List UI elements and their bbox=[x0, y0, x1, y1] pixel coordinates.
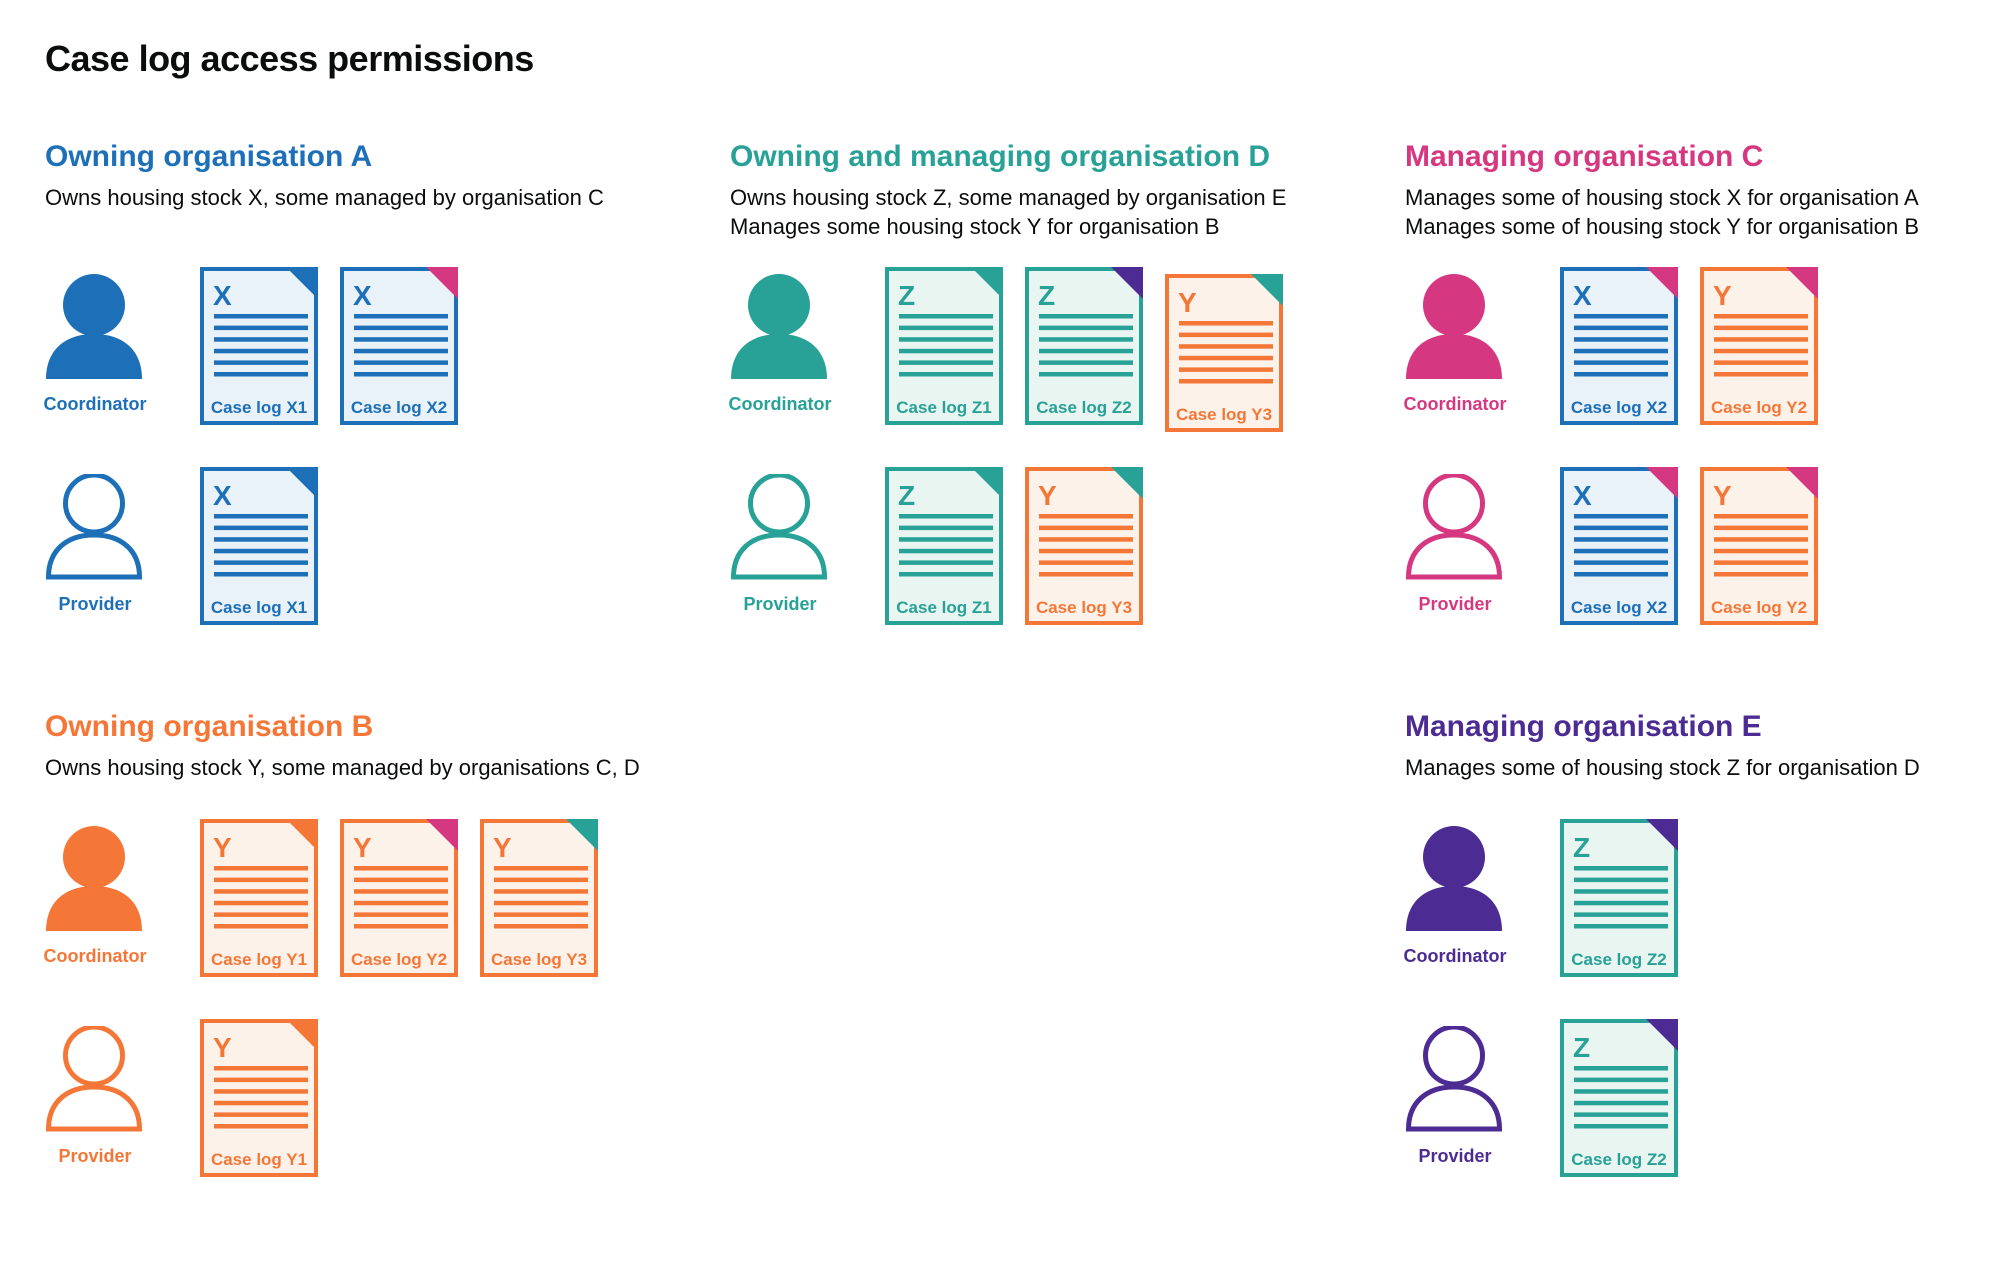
provider-label: Provider bbox=[1418, 594, 1492, 614]
coordinator-row bbox=[45, 819, 720, 979]
coordinator-icon-wrap bbox=[1405, 826, 1505, 934]
coordinator-label: Coordinator bbox=[1403, 946, 1507, 966]
coordinator-row bbox=[45, 267, 720, 427]
doc-stock-letter: X bbox=[213, 280, 232, 311]
coordinator-icon-wrap bbox=[45, 274, 145, 382]
case-log-document bbox=[200, 1019, 318, 1177]
case-log-doc-wrap bbox=[1560, 819, 1678, 977]
doc-stock-letter: X bbox=[213, 480, 232, 511]
case-log-document bbox=[1560, 819, 1678, 977]
section-org-a bbox=[45, 141, 720, 641]
doc-label: Case log Z1 bbox=[896, 398, 992, 417]
doc-stock-letter: Y bbox=[1038, 480, 1057, 511]
coordinator-label: Coordinator bbox=[1403, 394, 1507, 414]
page-title: Case log access permissions bbox=[45, 38, 534, 79]
case-log-document bbox=[340, 819, 458, 977]
section-org-b bbox=[45, 711, 720, 1211]
doc-label: Case log X2 bbox=[1570, 398, 1668, 417]
doc-stock-letter: Y bbox=[1713, 480, 1732, 511]
coordinator-person-icon bbox=[1405, 274, 1505, 382]
doc-label: Case log X2 bbox=[1570, 598, 1668, 617]
section-org-e bbox=[1405, 711, 2000, 1211]
case-log-document bbox=[200, 467, 318, 625]
doc-label: Case log Z2 bbox=[1571, 1150, 1667, 1169]
case-log-document bbox=[1165, 274, 1283, 432]
case-log-doc-wrap bbox=[1560, 467, 1678, 625]
case-log-document bbox=[1560, 1019, 1678, 1177]
coordinator-label: Coordinator bbox=[43, 946, 147, 966]
case-log-document bbox=[340, 267, 458, 425]
doc-stock-letter: Z bbox=[1038, 280, 1056, 311]
case-log-doc-wrap bbox=[200, 819, 318, 977]
case-log-document bbox=[1700, 267, 1818, 425]
coordinator-person-icon bbox=[45, 826, 145, 934]
case-log-document bbox=[1560, 267, 1678, 425]
section-org-c bbox=[1405, 141, 2000, 641]
doc-label: Case log X1 bbox=[210, 598, 308, 617]
case-log-doc-wrap bbox=[885, 467, 1003, 625]
section-description bbox=[45, 183, 604, 212]
case-log-doc-wrap bbox=[340, 819, 458, 977]
doc-stock-letter: Y bbox=[1178, 287, 1197, 318]
provider-row bbox=[730, 467, 1405, 627]
doc-stock-letter: Y bbox=[493, 832, 512, 863]
doc-stock-letter: X bbox=[1573, 480, 1592, 511]
doc-stock-letter: Z bbox=[1573, 1032, 1591, 1063]
section-org-d bbox=[730, 141, 1405, 641]
case-log-doc-wrap bbox=[480, 819, 598, 977]
doc-stock-letter: X bbox=[1573, 280, 1592, 311]
provider-person-icon bbox=[1405, 474, 1505, 582]
doc-stock-letter: Y bbox=[213, 1032, 232, 1063]
doc-label: Case log X1 bbox=[210, 398, 308, 417]
doc-stock-letter: X bbox=[353, 280, 372, 311]
case-log-document bbox=[200, 819, 318, 977]
section-description-line: Manages some of housing stock X for organisation A bbox=[1405, 185, 1919, 210]
case-log-doc-wrap bbox=[1560, 1019, 1678, 1177]
case-log-doc-wrap bbox=[1700, 267, 1818, 425]
provider-row bbox=[45, 467, 720, 627]
section-title: Managing organisation C bbox=[1405, 140, 1764, 173]
case-log-document bbox=[1700, 467, 1818, 625]
section-description-line: Manages some housing stock Y for organisation B bbox=[730, 214, 1220, 239]
doc-label: Case log Y1 bbox=[210, 1150, 308, 1169]
provider-row bbox=[1405, 1019, 2000, 1179]
case-log-doc-wrap bbox=[1165, 274, 1283, 432]
doc-label: Case log Z1 bbox=[896, 598, 992, 617]
case-log-doc-wrap bbox=[1025, 467, 1143, 625]
section-description-line: Manages some of housing stock Y for organisation B bbox=[1405, 214, 1920, 239]
case-log-document bbox=[885, 267, 1003, 425]
coordinator-person-icon bbox=[45, 274, 145, 382]
section-description-line: Owns housing stock X, some managed by organisation C bbox=[45, 185, 604, 210]
doc-label: Case log Y1 bbox=[210, 950, 308, 969]
coordinator-icon-wrap bbox=[1405, 274, 1505, 382]
section-title: Managing organisation E bbox=[1405, 710, 1762, 743]
doc-label: Case log Y2 bbox=[1710, 598, 1808, 617]
section-description bbox=[45, 753, 640, 782]
doc-stock-letter: Y bbox=[213, 832, 232, 863]
case-log-doc-wrap bbox=[200, 1019, 318, 1177]
doc-label: Case log Y3 bbox=[490, 950, 588, 969]
provider-person-icon bbox=[45, 1026, 145, 1134]
coordinator-row bbox=[1405, 819, 2000, 979]
case-log-document bbox=[1025, 267, 1143, 425]
coordinator-person-icon bbox=[730, 274, 830, 382]
provider-icon-wrap bbox=[1405, 1026, 1505, 1134]
case-log-doc-wrap bbox=[885, 267, 1003, 425]
doc-label: Case log Y2 bbox=[1710, 398, 1808, 417]
coordinator-label: Coordinator bbox=[43, 394, 147, 414]
doc-label: Case log Z2 bbox=[1571, 950, 1667, 969]
case-log-document bbox=[1025, 467, 1143, 625]
doc-stock-letter: Z bbox=[1573, 832, 1591, 863]
provider-icon-wrap bbox=[45, 1026, 145, 1134]
provider-label: Provider bbox=[58, 1146, 132, 1166]
provider-row bbox=[45, 1019, 720, 1179]
doc-stock-letter: Z bbox=[898, 480, 916, 511]
case-log-document bbox=[200, 267, 318, 425]
provider-icon-wrap bbox=[1405, 474, 1505, 582]
case-log-doc-wrap bbox=[1025, 267, 1143, 425]
doc-stock-letter: Y bbox=[1713, 280, 1732, 311]
case-log-document bbox=[480, 819, 598, 977]
provider-row bbox=[1405, 467, 2000, 627]
doc-label: Case log X2 bbox=[350, 398, 448, 417]
provider-person-icon bbox=[1405, 1026, 1505, 1134]
case-log-doc-wrap bbox=[1560, 267, 1678, 425]
provider-person-icon bbox=[730, 474, 830, 582]
case-log-document bbox=[1560, 467, 1678, 625]
section-title: Owning organisation A bbox=[45, 140, 373, 173]
provider-icon-wrap bbox=[730, 474, 830, 582]
provider-person-icon bbox=[45, 474, 145, 582]
doc-stock-letter: Z bbox=[898, 280, 916, 311]
section-description bbox=[730, 183, 1286, 241]
doc-stock-letter: Y bbox=[353, 832, 372, 863]
provider-label: Provider bbox=[58, 594, 132, 614]
doc-label: Case log Y3 bbox=[1035, 598, 1133, 617]
section-description-line: Owns housing stock Z, some managed by organisation E bbox=[730, 185, 1287, 210]
doc-label: Case log Y3 bbox=[1175, 405, 1273, 424]
doc-label: Case log Z2 bbox=[1036, 398, 1132, 417]
case-log-document bbox=[885, 467, 1003, 625]
coordinator-icon-wrap bbox=[45, 826, 145, 934]
section-title: Owning organisation B bbox=[45, 710, 374, 743]
provider-label: Provider bbox=[1418, 1146, 1492, 1166]
coordinator-row bbox=[1405, 267, 2000, 427]
section-description bbox=[1405, 753, 1920, 782]
section-description-line: Manages some of housing stock Z for organisation D bbox=[1405, 755, 1920, 780]
section-description-line: Owns housing stock Y, some managed by organisations C, D bbox=[45, 755, 640, 780]
section-description bbox=[1405, 183, 1919, 241]
provider-icon-wrap bbox=[45, 474, 145, 582]
case-log-doc-wrap bbox=[200, 267, 318, 425]
case-log-doc-wrap bbox=[340, 267, 458, 425]
section-title: Owning and managing organisation D bbox=[730, 140, 1271, 173]
provider-label: Provider bbox=[743, 594, 817, 614]
coordinator-person-icon bbox=[1405, 826, 1505, 934]
coordinator-row bbox=[730, 267, 1405, 427]
case-log-doc-wrap bbox=[200, 467, 318, 625]
doc-label: Case log Y2 bbox=[350, 950, 448, 969]
case-log-doc-wrap bbox=[1700, 467, 1818, 625]
coordinator-icon-wrap bbox=[730, 274, 830, 382]
coordinator-label: Coordinator bbox=[728, 394, 832, 414]
